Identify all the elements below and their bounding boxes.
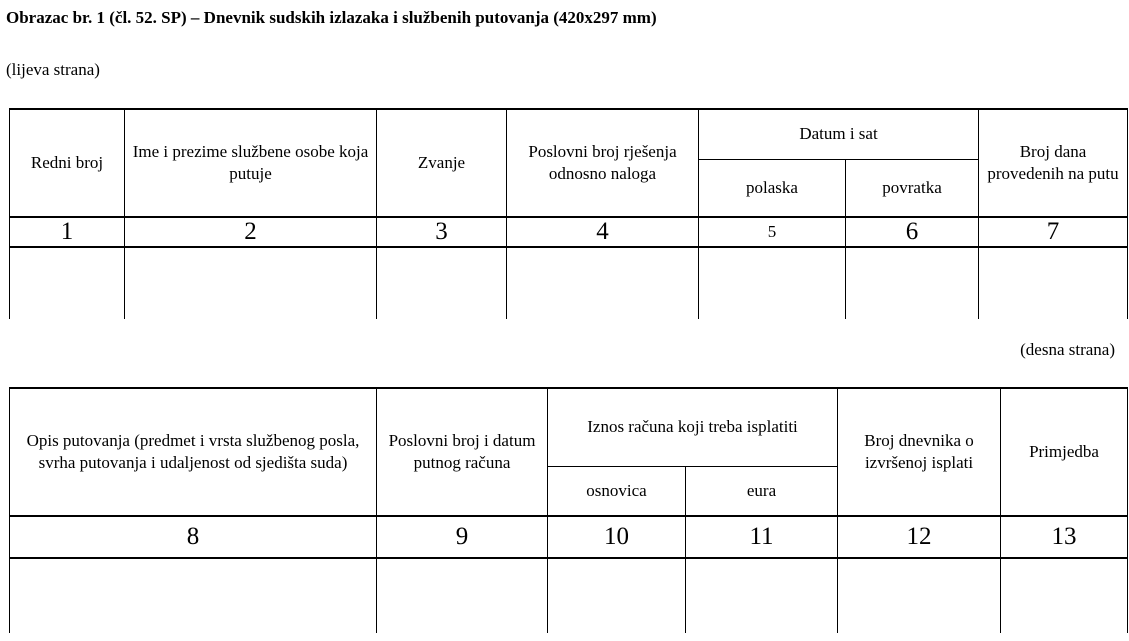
empty-cell[interactable] [846,247,979,319]
column-number: 11 [686,516,838,558]
header-poslovni-broj: Poslovni broj rješenja odnosno naloga [507,109,699,217]
empty-cell[interactable] [979,247,1128,319]
empty-cell[interactable] [1001,558,1128,633]
empty-cell[interactable] [838,558,1001,633]
column-number: 3 [377,217,507,247]
header-broj-dana: Broj dana provedenih na putu [979,109,1128,217]
header-datum-sat: Datum i sat [699,109,979,159]
subheader-povratka: povratka [846,159,979,217]
empty-cell[interactable] [507,247,699,319]
header-iznos-racuna: Iznos računa koji treba isplatiti [548,388,838,466]
header-primjedba: Primjedba [1001,388,1128,516]
subheader-osnovica: osnovica [548,466,686,516]
column-number: 7 [979,217,1128,247]
column-number: 9 [377,516,548,558]
empty-cell[interactable] [10,558,377,633]
subheader-eura: eura [686,466,838,516]
form-title: Obrazac br. 1 (čl. 52. SP) – Dnevnik sudskih izlazaka i službenih putovanja (420x297 mm) [6,8,657,27]
header-poslovni-broj-datum: Poslovni broj i datum putnog računa [377,388,548,516]
header-zvanje: Zvanje [377,109,507,217]
empty-cell[interactable] [10,247,125,319]
right-page-label: (desna strana) [1020,340,1115,359]
table-row [10,558,1128,633]
column-number: 8 [10,516,377,558]
empty-cell[interactable] [699,247,846,319]
empty-cell[interactable] [125,247,377,319]
header-ime-prezime: Ime i prezime službene osobe koja putuje [125,109,377,217]
column-number: 12 [838,516,1001,558]
header-redni-broj: Redni broj [10,109,125,217]
header-opis-putovanja: Opis putovanja (predmet i vrsta službenog posla, svrha putovanja i udaljenost od sjedišta suda) [10,388,377,516]
column-number: 5 [699,217,846,247]
left-page-label: (lijeva strana) [6,60,100,79]
table-row [10,247,1128,319]
empty-cell[interactable] [686,558,838,633]
column-number: 2 [125,217,377,247]
column-number: 10 [548,516,686,558]
column-number: 1 [10,217,125,247]
header-broj-dnevnika: Broj dnevnika o izvršenoj isplati [838,388,1001,516]
right-page-table [9,387,1128,633]
column-number: 13 [1001,516,1128,558]
empty-cell[interactable] [548,558,686,633]
column-number: 6 [846,217,979,247]
column-number: 4 [507,217,699,247]
empty-cell[interactable] [377,247,507,319]
empty-cell[interactable] [377,558,548,633]
subheader-polaska: polaska [699,159,846,217]
left-page-table [9,108,1128,319]
